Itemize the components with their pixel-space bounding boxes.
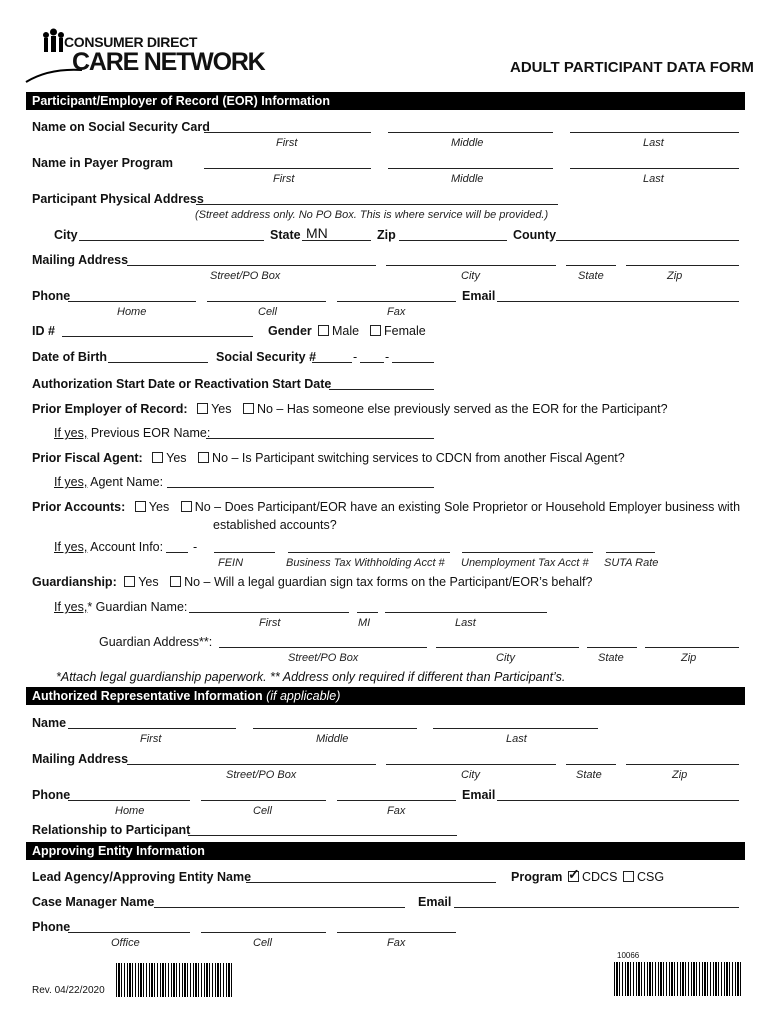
prior-fiscal-yes-checkbox[interactable]	[152, 452, 163, 463]
prior-accounts-question: No – Does Participant/EOR have an existing Sole Proprietor or Household Employer business with	[194, 500, 741, 514]
prior-accounts-yes-checkbox[interactable]	[135, 501, 146, 512]
prior-fiscal-no-checkbox[interactable]	[198, 452, 209, 463]
phys-addr-label: Participant Physical Address	[32, 192, 204, 206]
cdcs-checkbox[interactable]	[568, 871, 579, 882]
rep-email-field[interactable]	[497, 800, 739, 801]
male-checkbox[interactable]	[318, 325, 329, 336]
relationship-field[interactable]	[188, 835, 457, 836]
caption-last: Last	[455, 617, 476, 629]
account-info-label: Account Info:	[90, 540, 164, 554]
prior-accounts-label: Prior Accounts:	[32, 500, 126, 514]
caption-street: Street/PO Box	[210, 270, 281, 282]
yes-label: Yes	[148, 500, 170, 514]
entity-phone-office-field[interactable]	[68, 932, 190, 933]
caption-state: State	[576, 769, 602, 781]
guardian-street-field[interactable]	[219, 647, 427, 648]
caption-state: State	[598, 652, 624, 664]
guardianship-label: Guardianship:	[32, 575, 117, 589]
prior-fiscal-question: No – Is Participant switching services to CDCN from another Fiscal Agent?	[212, 451, 625, 465]
section-entity-title: Approving Entity Information	[32, 844, 205, 858]
phone-fax-field[interactable]	[337, 301, 456, 302]
caption-fax: Fax	[387, 306, 406, 318]
prior-eor-label: Prior Employer of Record:	[32, 402, 188, 416]
prior-eor-question: No – Has someone else previously served as the EOR for the Participant?	[256, 402, 668, 416]
state-label: State	[270, 228, 301, 242]
email-field[interactable]	[497, 301, 739, 302]
case-manager-label: Case Manager Name	[32, 895, 155, 909]
rep-phone-label: Phone	[32, 788, 71, 802]
guardianship-no-checkbox[interactable]	[170, 576, 181, 587]
caption-btw: Business Tax Withholding Acct #	[286, 557, 445, 569]
mailing-street-field[interactable]	[127, 265, 376, 266]
mailing-zip-field[interactable]	[626, 265, 739, 266]
mailing-state-field[interactable]	[566, 265, 616, 266]
caption-suta: SUTA Rate	[604, 557, 659, 569]
entity-phone-cell-field[interactable]	[201, 932, 326, 933]
program-cdcs-option[interactable]	[568, 870, 617, 884]
yes-label: Yes	[211, 402, 232, 416]
ssn-middle-field[interactable]	[388, 132, 553, 133]
guardianship-row	[32, 575, 592, 589]
entity-email-label: Email	[418, 895, 452, 909]
case-manager-field[interactable]	[154, 907, 405, 908]
caption-zip: Zip	[672, 769, 688, 781]
caption-office: Office	[111, 937, 140, 949]
yes-label: Yes	[138, 575, 159, 589]
female-label: Female	[384, 324, 426, 338]
county-label: County	[513, 228, 557, 242]
ssn-dash: -	[353, 350, 358, 364]
gender-male-option[interactable]	[318, 324, 359, 338]
gender-female-option[interactable]	[370, 324, 426, 338]
prev-eor-field[interactable]	[206, 438, 434, 439]
caption-cell: Cell	[253, 805, 272, 817]
if-yes-label: If yes,	[54, 475, 88, 489]
ssn-part3-field[interactable]	[392, 362, 434, 363]
caption-first: First	[273, 173, 295, 185]
revision-date: Rev. 04/22/2020	[32, 985, 105, 996]
zip-field[interactable]	[399, 240, 507, 241]
ssn-part2-field[interactable]	[360, 362, 384, 363]
auth-start-label: Authorization Start Date or Reactivation Start Date	[32, 377, 332, 391]
section-participant-title: Participant/Employer of Record (EOR) Information	[32, 94, 330, 108]
lead-agency-label: Lead Agency/Approving Entity Name	[32, 870, 252, 884]
prior-eor-yes-checkbox[interactable]	[197, 403, 208, 414]
guardian-first-field[interactable]	[189, 612, 349, 613]
phys-addr-note: (Street address only. No PO Box. This is where service will be provided.)	[195, 209, 549, 221]
ssn-name-label: Name on Social Security Card	[32, 120, 210, 134]
auth-start-field[interactable]	[329, 389, 434, 390]
if-yes-label: If yes,	[54, 600, 88, 614]
if-yes-label: If yes,	[54, 540, 88, 554]
phone-label: Phone	[32, 289, 71, 303]
caption-mi: MI	[358, 617, 371, 629]
csg-checkbox[interactable]	[623, 871, 634, 882]
mailing-label: Mailing Address	[32, 253, 129, 267]
female-checkbox[interactable]	[370, 325, 381, 336]
caption-last: Last	[506, 733, 527, 745]
logo	[24, 28, 265, 90]
guardian-addr-label: Guardian Address**:	[99, 635, 213, 649]
section-participant	[26, 92, 745, 110]
section-entity	[26, 842, 745, 860]
caption-city: City	[461, 270, 480, 282]
fein-part1-field[interactable]	[166, 552, 188, 553]
caption-city: City	[496, 652, 515, 664]
rep-street-field[interactable]	[127, 764, 376, 765]
caption-fax: Fax	[387, 937, 406, 949]
entity-phone-label: Phone	[32, 920, 71, 934]
prior-fiscal-label: Prior Fiscal Agent:	[32, 451, 143, 465]
prior-eor-no-checkbox[interactable]	[243, 403, 254, 414]
brand-line2: CARE NETWORK	[72, 48, 265, 76]
guardian-city-field[interactable]	[436, 647, 579, 648]
guardianship-yes-checkbox[interactable]	[124, 576, 135, 587]
program-label: Program	[511, 870, 563, 884]
rep-middle-field[interactable]	[253, 728, 417, 729]
rep-email-label: Email	[462, 788, 496, 802]
prior-accounts-row	[32, 500, 740, 514]
payer-last-field[interactable]	[570, 168, 739, 169]
section-rep	[26, 687, 745, 705]
btw-field[interactable]	[288, 552, 450, 553]
guardianship-question: No – Will a legal guardian sign tax forms on the Participant/EOR’s behalf?	[184, 575, 593, 589]
caption-home: Home	[117, 306, 147, 318]
rep-state-field[interactable]	[566, 764, 616, 765]
ssn-first-field[interactable]	[204, 132, 371, 133]
id-field[interactable]	[62, 336, 253, 337]
state-field[interactable]	[302, 240, 371, 241]
rep-city-field[interactable]	[386, 764, 556, 765]
ssn-part1-field[interactable]	[312, 362, 352, 363]
zip-label: Zip	[377, 228, 396, 242]
csg-label: CSG	[637, 870, 665, 884]
gender-label: Gender	[268, 324, 312, 338]
entity-email-field[interactable]	[454, 907, 739, 908]
phone-cell-field[interactable]	[207, 301, 326, 302]
caption-street: Street/PO Box	[288, 652, 359, 664]
guardian-last-field[interactable]	[385, 612, 547, 613]
county-field[interactable]	[556, 240, 739, 241]
caption-zip: Zip	[681, 652, 697, 664]
dob-field[interactable]	[108, 362, 208, 363]
caption-first: First	[140, 733, 162, 745]
phone-home-field[interactable]	[68, 301, 196, 302]
caption-cell: Cell	[253, 937, 272, 949]
caption-middle: Middle	[316, 733, 349, 745]
suta-field[interactable]	[606, 552, 655, 553]
lead-agency-field[interactable]	[246, 882, 496, 883]
guardian-zip-field[interactable]	[645, 647, 739, 648]
guardian-state-field[interactable]	[587, 647, 637, 648]
rep-phone-home-field[interactable]	[68, 800, 190, 801]
caption-street: Street/PO Box	[226, 769, 297, 781]
section-rep-title: Authorized Representative Information	[32, 689, 263, 703]
payer-middle-field[interactable]	[388, 168, 553, 169]
caption-middle: Middle	[451, 137, 484, 149]
guardian-name-row	[54, 600, 187, 614]
guardian-name-label: * Guardian Name:	[87, 600, 188, 614]
cdcs-label: CDCS	[582, 870, 618, 884]
caption-fein: FEIN	[218, 557, 244, 569]
phys-addr-field[interactable]	[196, 204, 558, 205]
dob-label: Date of Birth	[32, 350, 107, 364]
brand-line1: CONSUMER DIRECT	[64, 34, 198, 50]
payer-first-field[interactable]	[204, 168, 371, 169]
ui-field[interactable]	[462, 552, 593, 553]
prior-accounts-question-2: established accounts?	[213, 518, 337, 532]
if-yes-label: If yes,	[54, 426, 88, 440]
city-label: City	[54, 228, 78, 242]
caption-state: State	[578, 270, 604, 282]
state-value[interactable]: MN	[306, 225, 328, 241]
agent-name-label: Agent Name:	[90, 475, 164, 489]
agent-name-field[interactable]	[167, 487, 434, 488]
fein-part2-field[interactable]	[214, 552, 275, 553]
prior-accounts-no-checkbox[interactable]	[181, 501, 192, 512]
caption-fax: Fax	[387, 805, 406, 817]
agent-name-row	[54, 475, 163, 489]
rep-last-field[interactable]	[433, 728, 598, 729]
caption-city: City	[461, 769, 480, 781]
barcode-left	[116, 963, 234, 997]
fein-dash: -	[193, 540, 198, 554]
caption-ui: Unemployment Tax Acct #	[461, 557, 589, 569]
form-code: 10066	[617, 951, 640, 960]
ssn-label: Social Security #	[216, 350, 317, 364]
prev-eor-row	[54, 426, 210, 440]
prior-fiscal-row	[32, 451, 625, 465]
account-info-row	[54, 540, 163, 554]
ssn-dash: -	[385, 350, 390, 364]
caption-first: First	[259, 617, 281, 629]
rep-mailing-label: Mailing Address	[32, 752, 129, 766]
male-label: Male	[332, 324, 360, 338]
caption-last: Last	[643, 173, 664, 185]
caption-last: Last	[643, 137, 664, 149]
caption-cell: Cell	[258, 306, 277, 318]
prev-eor-label: Previous EOR Name:	[90, 426, 211, 440]
rep-phone-fax-field[interactable]	[337, 800, 456, 801]
entity-phone-fax-field[interactable]	[337, 932, 456, 933]
prior-eor-row	[32, 402, 668, 416]
email-label: Email	[462, 289, 496, 303]
rep-name-label: Name	[32, 716, 67, 730]
caption-zip: Zip	[667, 270, 683, 282]
caption-first: First	[276, 137, 298, 149]
rep-phone-cell-field[interactable]	[201, 800, 326, 801]
id-label: ID #	[32, 324, 55, 338]
relationship-label: Relationship to Participant	[32, 823, 191, 837]
form-title: ADULT PARTICIPANT DATA FORM	[510, 59, 754, 76]
ssn-last-field[interactable]	[570, 132, 739, 133]
city-field[interactable]	[79, 240, 264, 241]
guardian-mi-field[interactable]	[357, 612, 378, 613]
yes-label: Yes	[166, 451, 187, 465]
rep-first-field[interactable]	[68, 728, 236, 729]
section-rep-note: (if applicable)	[266, 689, 341, 703]
caption-middle: Middle	[451, 173, 484, 185]
mailing-city-field[interactable]	[386, 265, 556, 266]
caption-home: Home	[115, 805, 145, 817]
program-csg-option[interactable]	[623, 870, 664, 884]
payer-name-label: Name in Payer Program	[32, 156, 174, 170]
rep-zip-field[interactable]	[626, 764, 739, 765]
barcode-right	[614, 962, 742, 996]
guardian-note: *Attach legal guardianship paperwork. ** Address only required if different than Participant’s.	[56, 670, 566, 684]
